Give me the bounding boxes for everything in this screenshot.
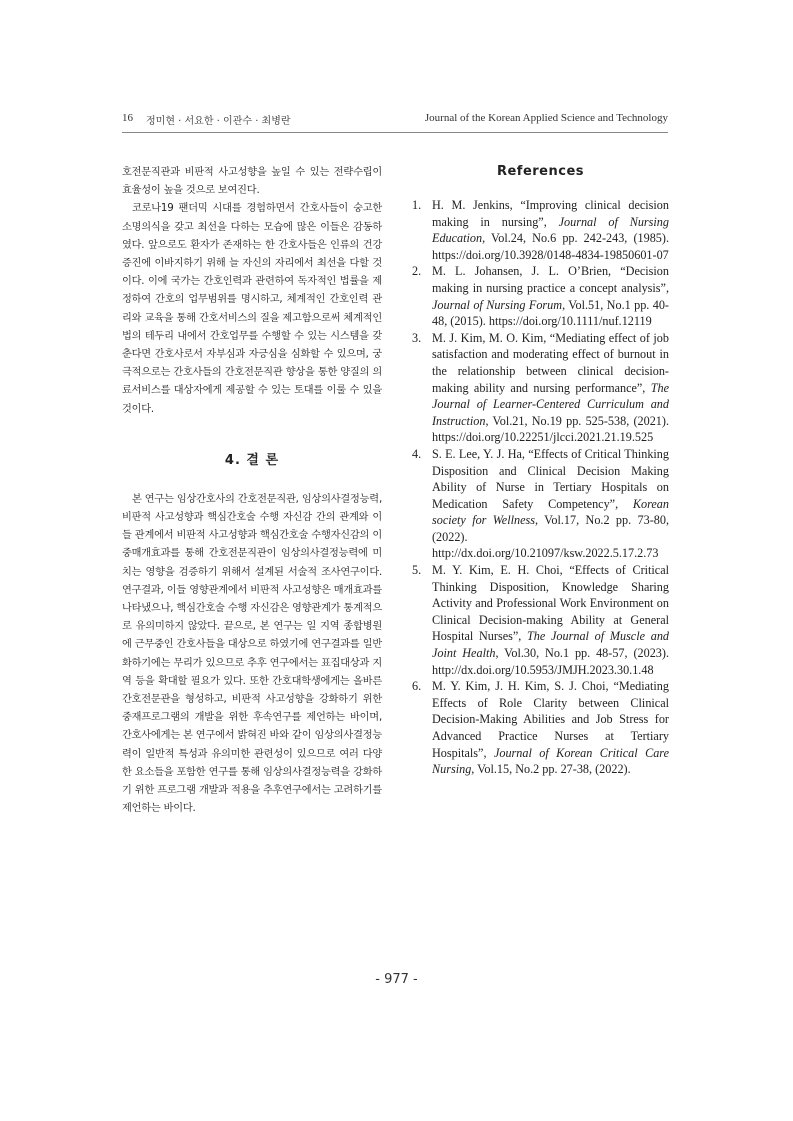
reference-journal: Journal of Korean Critical Care Nursing <box>432 745 669 777</box>
body-paragraph-continuation: 호전문직관과 비판적 사고성향을 높일 수 있는 전략수립이 효율성이 높을 것으로 보여진다. <box>122 167 382 197</box>
reference-number: 4. <box>412 446 422 461</box>
reference-item <box>412 446 669 562</box>
reference-authors-title: M. J. Kim, M. O. Kim, “Mediating effect of job satisfaction and moderating effect of burnout in the relationship between clinical decision-making ability and nursing performance”, <box>432 330 669 395</box>
reference-text <box>432 331 669 445</box>
reference-text <box>432 264 669 328</box>
reference-journal: The Journal of Learner-Centered Curriculum and Instruction <box>432 380 669 428</box>
reference-details: , Vol.51, No.1 pp. 40-48, (2015). https://doi.org/10.1111/nuf.12119 <box>432 297 669 329</box>
references-heading: References <box>496 164 585 179</box>
reference-number: 5. <box>412 563 422 578</box>
running-header <box>122 112 668 128</box>
reference-item <box>412 197 669 263</box>
reference-item <box>412 678 669 778</box>
reference-number: 1. <box>412 198 422 212</box>
reference-number: 6. <box>412 679 422 694</box>
reference-details: , Vol.24, No.6 pp. 242-243, (1985). https://doi.org/10.3928/0148-4834-19850601-07 <box>432 231 669 262</box>
reference-authors-title: S. E. Lee, Y. J. Ha, “Effects of Critical Thinking Disposition and Clinical Decision Making Ability of Nurse in Tertiary Hospitals on Medication Safety Competency”, <box>432 446 669 511</box>
reference-journal: Journal of Nursing Forum <box>432 297 563 312</box>
page-footer-number: - 977 - <box>375 972 418 987</box>
header-divider <box>122 132 668 133</box>
reference-item <box>412 562 669 678</box>
reference-text <box>432 447 669 561</box>
reference-authors-title: M. L. Johansen, J. L. O’Brien, “Decision making in nursing practice a concept analysis”, <box>432 264 669 295</box>
header-journal-title: Journal of the Korean Applied Science and Technology <box>424 112 668 124</box>
reference-number: 3. <box>412 330 422 345</box>
reference-authors-title: M. Y. Kim, E. H. Choi, “Effects of Critical Thinking Disposition, Knowledge Sharing Activity and Professional Work Environment on Clinical Decision-making Ability at General Hospital Nurses”, <box>432 563 669 644</box>
reference-text <box>432 679 669 776</box>
reference-details: , Vol.17, No.2 pp. 73-80, (2022). http://dx.doi.org/10.21097/ksw.2022.5.17.2.73 <box>432 513 669 561</box>
reference-item <box>412 330 669 446</box>
reference-item <box>412 263 669 329</box>
section-heading-conclusion: 4. 결 론 <box>224 452 280 468</box>
header-page-number: 16 <box>122 112 133 124</box>
header-authors: 정미현 · 서요한 · 이관수 · 최병란 <box>146 116 291 127</box>
reference-details: , Vol.15, No.2 pp. 27-38, (2022). <box>471 762 631 777</box>
reference-number: 2. <box>412 264 422 279</box>
reference-details: , Vol.30, No.1 pp. 48-57, (2023). http://dx.doi.org/10.5953/JMJH.2023.30.1.48 <box>432 646 669 677</box>
reference-authors-title: H. M. Jenkins, “Improving clinical decision making in nursing”, <box>432 198 669 229</box>
body-paragraph-covid: 코로나19 팬더믹 시대를 경험하면서 간호사들이 숭고한 소명의식을 갖고 최선을 다하는 모습에 많은 이들은 감동하였다. 앞으로도 환자가 존재하는 한 간호사들은 인류의 건강증진에 이바지하기 위해 늘 자신의 자리에서 최선을 다할 것이다. 이에 국가는 간호인력과 관련하여 독자적인 법률을 제정하여 간호의 업무범위를 명시하고, 체계적인 간호인력 관리와 교육을 통해 간호서비스의 질을 제고함으로써 체계적인 법의 테두리 내에서 간호업무를 수행할 수 있는 시스템을 갖춘다면 간호사로서 자부심과 자긍심을 심화할 수 있으며, 궁극적으로는 간호사들의 간호전문직관 향상을 통한 양질의 의료서비스를 대상자에게 제공할 수 있는 토대를 이룰 수 있을 것이다. <box>122 203 382 415</box>
reference-journal: The Journal of Muscle and Joint Health <box>432 629 670 661</box>
right-column <box>412 164 669 778</box>
reference-text <box>432 198 669 262</box>
reference-authors-title: M. Y. Kim, J. H. Kim, S. J. Choi, “Mediating Effects of Role Clarity between Clinical Decision-Making Abilities and Job Stress for Advanced Practice Nurses at Tertiary Hospitals”, <box>432 679 669 760</box>
reference-text <box>432 563 669 677</box>
body-paragraph-conclusion: 본 연구는 임상간호사의 간호전문직관, 임상의사결정능력, 비판적 사고성향과 핵심간호술 수행 자신감 간의 관계와 이들 관계에서 비판적 사고성향과 핵심간호술 수행자신감의 이중매개효과를 통해 간호전문직관이 임상의사결정능력에 미치는 영향을 검증하기 위해서 설계된 서술적 조사연구이다. 연구결과, 이들 영향관계에서 비판적 사고성향은 매개효과를 나타냈으나, 핵심간호술 수행 자신감은 영향관계가 통계적으로 유의미하지 않았다. 끝으로, 본 연구는 일 지역 종합병원에 근무중인 간호사들을 대상으로 하였기에 연구결과를 일반화하기에는 무리가 있으므로 추후 연구에서는 표집대상과 지역 등을 확대할 필요가 있다. 또한 간호대학생에게는 올바른 간호전문관을 형성하고, 비판적 사고성향을 강화하기 위한 중재프로그램의 개발을 위한 후속연구를 제언하는 바이며, 간호사에게는 본 연구에서 밝혀진 바와 같이 임상의사결정능력이 일반적 특성과 유의미한 관련성이 있으므로 여러 다양한 요소들을 포함한 연구를 통해 임상의사결정능력을 강화하기 위한 프로그램 개발과 적용을 추후연구에서는 고려하기를 제언하는 바이다. <box>122 493 382 815</box>
left-column <box>122 164 382 819</box>
reference-journal: Journal of Nursing Education <box>432 214 669 246</box>
references-list <box>412 197 669 778</box>
reference-details: , Vol.21, No.19 pp. 525-538, (2021). https://doi.org/10.22251/jlcci.2021.21.19.525 <box>432 413 669 445</box>
reference-journal: Korean society for Wellness <box>432 496 669 528</box>
